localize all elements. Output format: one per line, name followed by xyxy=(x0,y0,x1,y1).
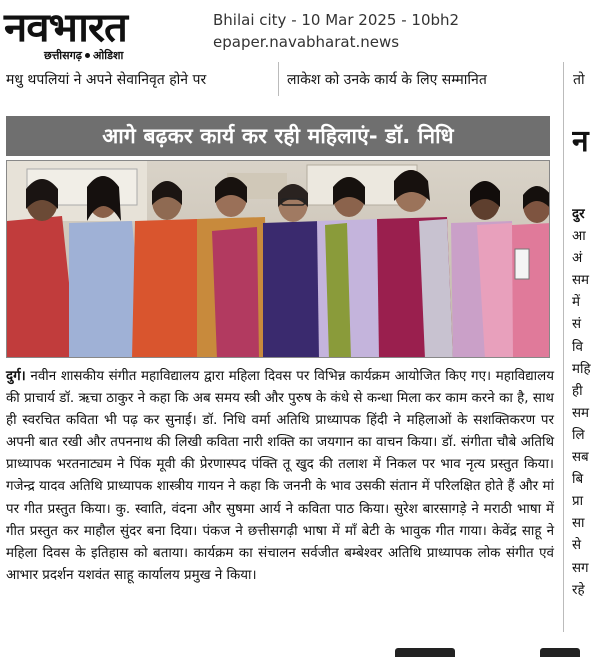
next-column-line: वि xyxy=(572,339,583,355)
next-column-line: सं xyxy=(572,317,582,333)
prev-article-left-line: मधु थपलियां ने अपने सेवानिवृत होने पर xyxy=(6,72,207,88)
logo-wordmark: नवभारत xyxy=(4,5,127,51)
masthead xyxy=(0,0,591,62)
article-headline: आगे बढ़कर कार्य कर रही महिलाएं- डॉ. निधि xyxy=(102,124,454,148)
cut-text-line xyxy=(287,62,555,70)
group-photo-illustration xyxy=(7,161,550,358)
prev-article-right-line: तो xyxy=(573,72,585,88)
article-headline-banner xyxy=(6,116,550,156)
logo-region-1: छत्तीसगढ़ xyxy=(44,49,82,62)
next-column-line: प्रा xyxy=(572,494,584,510)
cut-text-line xyxy=(6,62,268,70)
next-column-line: ही xyxy=(572,383,583,399)
prev-article-mid xyxy=(287,62,555,92)
bullet-icon xyxy=(85,53,90,58)
column-divider xyxy=(278,62,279,96)
article-photo xyxy=(6,160,550,358)
logo-region-2: ओडिशा xyxy=(92,49,124,62)
next-column-line: से xyxy=(572,538,582,554)
next-column-line: अं xyxy=(572,251,583,267)
next-column-line: सम xyxy=(572,405,590,421)
newspaper-logo xyxy=(4,6,200,62)
cut-text-line xyxy=(573,62,591,70)
next-column-line: दुर xyxy=(572,207,585,222)
logo-regions xyxy=(44,50,123,62)
next-column-line: में xyxy=(572,295,581,311)
next-column-line: लि xyxy=(572,427,585,443)
article-text: नवीन शासकीय संगीत महाविद्यालय द्वारा महिला दिवस पर विभिन्न कार्यक्रम आयोजित किए गए। महाविद्यालय की प्राचार्य डॉ. ऋचा ठाकुर ने कहा कि अब समय स्त्री और पुरुष के कंधे से कन्धा मिला कर काम करने का है, साथ ही स्वरचित कविता भी पढ़ कर सुनाई। डॉ. निधि वर्मा अतिथि प्राध्यापक हिंदी ने महिलाओं के सशक्तिकरण पर अपनी बात रखी और तपननाथ की लिखी कविता नारी शक्ति का जयगान का वाचन किया। डॉ. संगीता चौबे अतिथि प्राध्यापक भरतनाट्यम ने पिंक मूवी की प्रेरणास्पद पंक्ति तू खुद की तलाश में निकल पर भाव नृत्य प्रस्तुत किया। गजेन्द्र यादव अतिथि प्राध्यापक शास्त्रीय गायन ने कहा कि जननी के भाव उसकी संतान में परिलक्षित होते हैं और मां पर गीत प्रस्तुत किया। कु. स्वाति, वंदना और सुषमा आर्य ने कविता पाठ किया। सुरेश बारसागड़े ने मराठी भाषा में गीत प्रस्तुत कर माहौल सुंदर बना दिया। पंकज ने छत्तीसगढ़ी भाषा में माँ बेटी के भावुक गीत गाया। केवेंद्र साहू ने महिला दिवस के इतिहास को बताया। कार्यक्रम का संचालन सर्वजीत बम्बेश्वर अतिथि प्राध्यापक लोक संगीत एवं आभार प्रदर्शन यशवंत साहू कार्यालय प्रमुख ने किया। xyxy=(6,369,554,583)
prev-article-left xyxy=(6,62,268,92)
next-column-line: आ xyxy=(572,229,586,245)
next-column-lines xyxy=(572,204,591,602)
prev-article-mid-line: लाकेश को उनके कार्य के लिए सम्मानित xyxy=(287,72,487,88)
cut-glyph xyxy=(540,648,580,657)
article-body xyxy=(6,366,554,587)
article-dateline: दुर्ग। xyxy=(6,369,26,384)
next-column-headline: न xyxy=(572,124,589,159)
next-column-line: सग xyxy=(572,560,589,576)
next-column-line: सब xyxy=(572,450,589,466)
site-url: epaper.navabharat.news xyxy=(213,33,400,51)
next-column-line: सा xyxy=(572,516,585,532)
next-column-line: बि xyxy=(572,472,584,488)
column-divider xyxy=(563,62,564,632)
cut-off-text-bottom xyxy=(0,648,591,657)
next-column-line: सम xyxy=(572,273,590,289)
next-column-line: महि xyxy=(572,361,591,377)
edition-line: Bhilai city - 10 Mar 2025 - 10bh2 xyxy=(213,11,460,29)
cut-glyph xyxy=(395,648,455,657)
next-column-line: रहे xyxy=(572,582,585,598)
prev-article-right xyxy=(573,62,591,92)
next-column-fragment xyxy=(572,120,591,602)
